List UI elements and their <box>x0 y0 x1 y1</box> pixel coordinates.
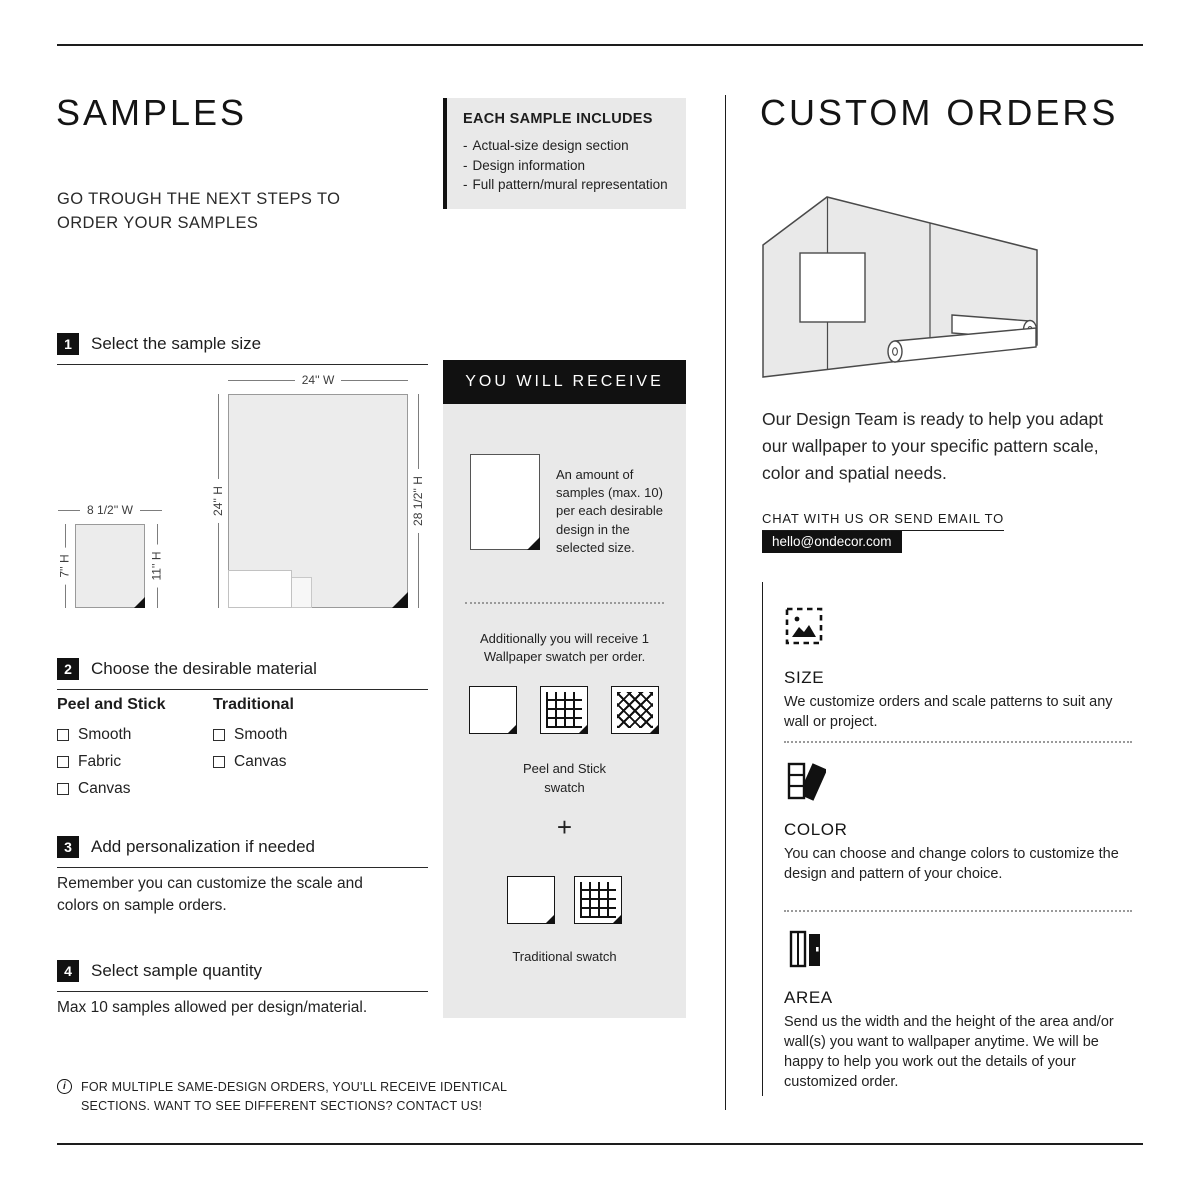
checkbox-label: Canvas <box>234 753 287 770</box>
folded-corner <box>545 914 555 924</box>
custom-orders-title: CUSTOM ORDERS <box>760 92 1119 133</box>
main-vertical-divider <box>725 95 726 1110</box>
features-vertical-line <box>762 582 763 1096</box>
dotted-divider <box>465 602 664 604</box>
step-4 <box>57 960 428 992</box>
checkbox-label: Smooth <box>234 726 288 743</box>
footnote-text: FOR MULTIPLE SAME-DESIGN ORDERS, YOU'LL RECEIVE IDENTICAL SECTIONS. WANT TO SEE DIFFERENT SECTIONS? CONTACT US! <box>81 1080 507 1113</box>
dim-label: 11'' H <box>149 544 165 587</box>
folded-corner <box>612 914 622 924</box>
includes-item <box>463 156 674 176</box>
step-2-label: Choose the desirable material <box>91 659 317 678</box>
dim-large-height-right <box>405 394 431 608</box>
feature-area-name: AREA <box>784 988 833 1007</box>
material-option-row <box>57 753 166 771</box>
folded-corner <box>507 724 517 734</box>
dim-large-height-left <box>205 394 231 608</box>
dim-label: 24'' W <box>301 373 335 387</box>
dotted-divider <box>784 910 1132 912</box>
includes-item-text: Actual-size design section <box>472 138 629 153</box>
peel-and-stick-swatch-label: Peel and Stick swatch <box>522 761 607 795</box>
color-swatches-icon <box>784 760 826 807</box>
small-sample-size-diagram <box>75 524 145 608</box>
includes-item-text: Full pattern/mural representation <box>472 177 668 193</box>
step-4-number: 4 <box>57 960 79 982</box>
dim-small-height-left <box>52 524 78 608</box>
swatch-crosshatch-icon <box>611 686 659 734</box>
includes-item-text: Design information <box>472 157 586 173</box>
checkbox-canvas[interactable] <box>213 756 225 768</box>
info-icon: i <box>57 1079 72 1094</box>
dim-label: 8 1/2'' W <box>87 503 133 517</box>
dash: - <box>463 177 468 193</box>
checkbox-smooth[interactable] <box>57 729 69 741</box>
dash: - <box>463 138 468 153</box>
dash: - <box>463 157 468 173</box>
material-column-peel-and-stick <box>57 696 166 807</box>
material-option-row <box>57 726 166 744</box>
plus-sign: + <box>556 812 573 842</box>
swatch-plain-icon <box>469 686 517 734</box>
grid-pattern <box>580 882 616 918</box>
feature-area-text: Send us the width and the height of the area and/or wall(s) you want to wallpaper anytime. We will be happy to help you work out the details of your customized order. <box>784 1014 1114 1090</box>
large-sample-size-diagram <box>228 394 408 608</box>
checkbox-smooth[interactable] <box>213 729 225 741</box>
you-will-receive-header: YOU WILL RECEIVE <box>443 360 686 404</box>
nested-size-rect <box>228 570 292 608</box>
contact-label: CHAT WITH US OR SEND EMAIL TO <box>762 511 1004 531</box>
samples-title: SAMPLES <box>56 92 248 133</box>
folded-corner <box>578 724 588 734</box>
material-title: Peel and Stick <box>57 696 166 713</box>
step-3 <box>57 836 428 868</box>
step-1 <box>57 333 428 365</box>
dim-label: 7'' H <box>57 547 73 584</box>
contact-email[interactable]: hello@ondecor.com <box>762 531 902 553</box>
material-title: Traditional <box>213 696 294 713</box>
image-placeholder-icon <box>784 606 824 651</box>
grid-pattern <box>546 692 582 728</box>
checkbox-label: Fabric <box>78 753 122 770</box>
house-wallpaper-illustration <box>762 195 1040 383</box>
material-option-row <box>213 753 294 771</box>
each-sample-includes-box <box>443 98 686 209</box>
swatch-grid-icon <box>574 876 622 924</box>
dim-large-width <box>228 372 408 388</box>
dim-small-width <box>58 502 162 518</box>
crosshatch-pattern <box>617 692 653 728</box>
step-1-number: 1 <box>57 333 79 355</box>
step-2 <box>57 658 428 690</box>
checkbox-label: Smooth <box>78 726 132 743</box>
step-4-label: Select sample quantity <box>91 961 263 980</box>
checkbox-fabric[interactable] <box>57 756 69 768</box>
step-2-number: 2 <box>57 658 79 680</box>
swatch-plain-icon <box>507 876 555 924</box>
includes-title: EACH SAMPLE INCLUDES <box>463 111 653 127</box>
dim-label: 28 1/2'' H <box>410 469 426 533</box>
sample-sheet-illustration <box>470 454 540 550</box>
material-option-row <box>213 726 294 744</box>
quantity-note: Max 10 samples allowed per design/material. <box>57 999 368 1016</box>
dim-small-height-right <box>144 524 170 608</box>
traditional-swatch-label: Traditional swatch <box>512 949 617 964</box>
dotted-divider <box>784 741 1132 743</box>
feature-size-name: SIZE <box>784 668 825 687</box>
window <box>800 253 865 322</box>
folded-corner <box>649 724 659 734</box>
footnote <box>57 1078 537 1116</box>
additional-swatch-text: Additionally you will receive 1 Wallpaper swatch per order. <box>479 631 650 665</box>
includes-item <box>463 175 674 195</box>
wall-panels-icon <box>784 928 826 975</box>
you-will-receive-panel <box>443 404 686 1018</box>
material-column-traditional <box>213 696 294 780</box>
dim-label: 24'' H <box>210 479 226 523</box>
feature-size-text: We customize orders and scale patterns to suit any wall or project. <box>784 694 1113 730</box>
swatch-grid-icon <box>540 686 588 734</box>
feature-color-text: You can choose and change colors to customize the design and pattern of your choice. <box>784 846 1119 882</box>
step-3-number: 3 <box>57 836 79 858</box>
checkbox-canvas[interactable] <box>57 783 69 795</box>
samples-intro: GO TROUGH THE NEXT STEPS TO ORDER YOUR SAMPLES <box>57 190 341 232</box>
step-3-label: Add personalization if needed <box>91 837 315 856</box>
samples-amount-text: An amount of samples (max. 10) per each desirable design in the selected size. <box>556 467 663 555</box>
step-1-label: Select the sample size <box>91 334 262 353</box>
material-option-row <box>57 780 166 798</box>
custom-orders-intro: Our Design Team is ready to help you adapt our wallpaper to your specific pattern scale, color and spatial needs. <box>762 409 1104 484</box>
folded-corner <box>527 537 540 550</box>
includes-item <box>463 136 674 156</box>
bottom-rule <box>57 1143 1143 1145</box>
feature-color-name: COLOR <box>784 820 848 839</box>
personalization-note: Remember you can customize the scale and colors on sample orders. <box>57 875 363 914</box>
top-rule <box>57 44 1143 46</box>
checkbox-label: Canvas <box>78 780 131 797</box>
